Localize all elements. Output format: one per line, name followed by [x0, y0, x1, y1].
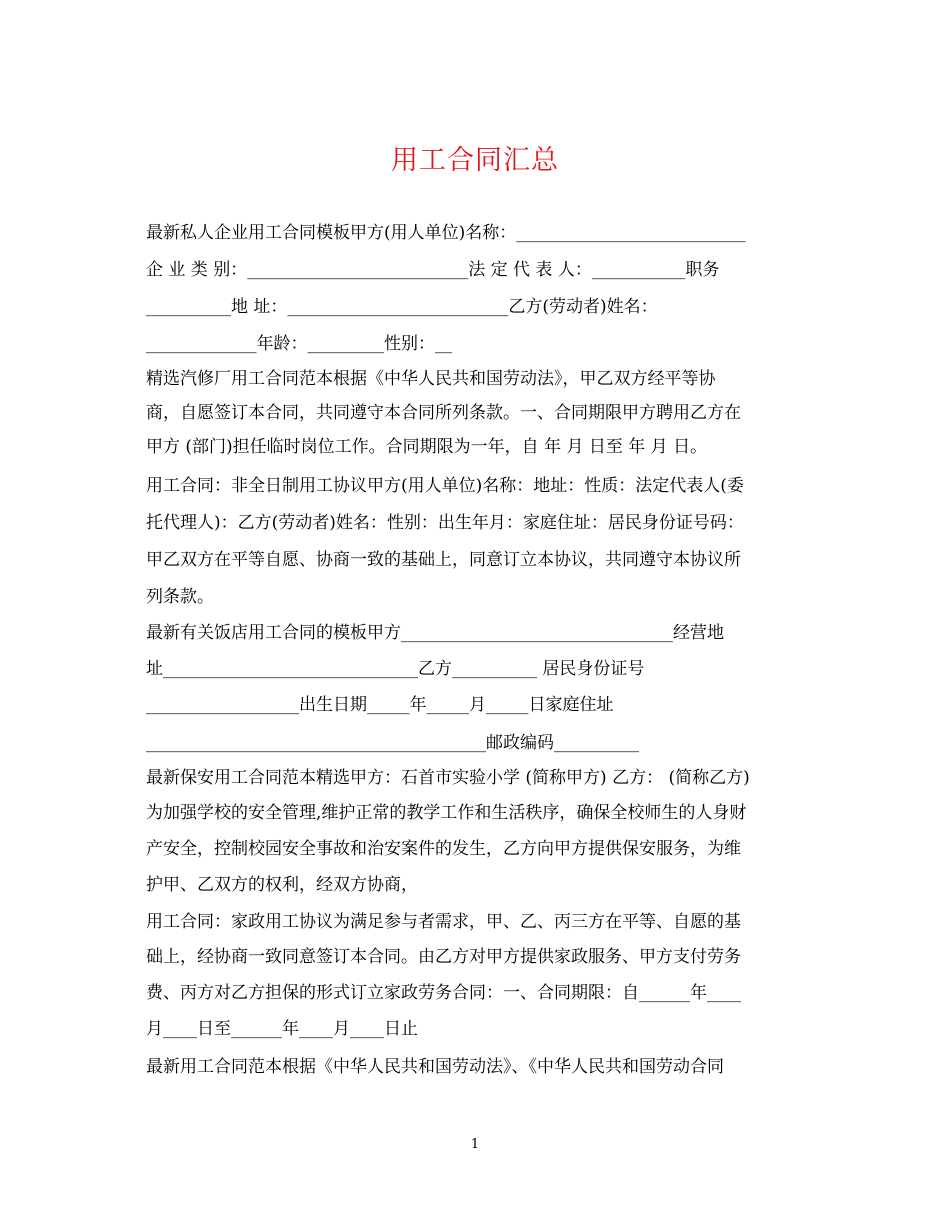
body-line: 列条款。 — [146, 587, 214, 607]
body-line: __________________出生日期_____年_____月_____日家庭住址 — [146, 695, 614, 715]
body-line: _____________年龄：_________性别：__ — [146, 334, 452, 354]
body-line: 甲方 (部门)担任临时岗位工作。合同期限为一年，自 年 月 日至 年 月 日。 — [146, 437, 708, 457]
body-line: 费、丙方对乙方担保的形式订立家政劳务合同：一、合同期限：自______年____ — [146, 983, 741, 1003]
body-line: 企 业 类 别：__________________________法 定 代 表 人：___________职务 — [146, 260, 720, 280]
body-line: 最新有关饭店用工合同的模板甲方________________________________经营地 — [146, 623, 724, 643]
body-line: 用工合同：家政用工协议为满足参与者需求，甲、乙、丙三方在平等、自愿的基 — [146, 912, 741, 932]
body-line: 最新用工合同范本根据《中华人民共和国劳动法》、《中华人民共和国劳动合同 — [146, 1057, 724, 1077]
body-line: 月____日至______年____月____日止 — [146, 1019, 418, 1039]
body-line: 最新保安用工合同范本精选甲方：石首市实验小学 (简称甲方) 乙方： (简称乙方) — [146, 768, 750, 788]
body-line: 最新私人企业用工合同模板甲方(用人单位)名称：___________________________ — [146, 223, 746, 243]
page-number: 1 — [470, 1137, 480, 1152]
body-line: 护甲、乙双方的权利，经双方协商， — [146, 875, 418, 895]
body-line: 商，自愿签订本合同，共同遵守本合同所列条款。一、合同期限甲方聘用乙方在 — [146, 403, 741, 423]
body-line: 托代理人)：乙方(劳动者)姓名：性别：出生年月：家庭住址：居民身份证号码： — [146, 513, 744, 533]
body-line: 为加强学校的安全管理,维护正常的教学工作和生活秩序，确保全校师生的人身财 — [146, 803, 747, 823]
body-line: 产安全，控制校园安全事故和治安案件的发生，乙方向甲方提供保安服务，为维 — [146, 839, 741, 859]
body-line: 精选汽修厂用工合同范本根据《中华人民共和国劳动法》，甲乙双方经平等协 — [146, 369, 716, 389]
body-line: 甲乙双方在平等自愿、协商一致的基础上，同意订立本协议，共同遵守本协议所 — [146, 550, 741, 570]
body-line: ________________________________________邮政编码__________ — [146, 733, 639, 753]
document-title: 用工合同汇总 — [391, 145, 559, 176]
body-line: 址______________________________乙方__________ 居民身份证号 — [146, 659, 645, 679]
body-line: 础上，经协商一致同意签订本合同。由乙方对甲方提供家政服务、甲方支付劳务 — [146, 947, 741, 967]
body-line: 用工合同：非全日制用工协议甲方(用人单位)名称：地址：性质：法定代表人(委 — [146, 476, 744, 496]
body-line: __________地 址：__________________________乙方(劳动者)姓名： — [146, 297, 658, 317]
